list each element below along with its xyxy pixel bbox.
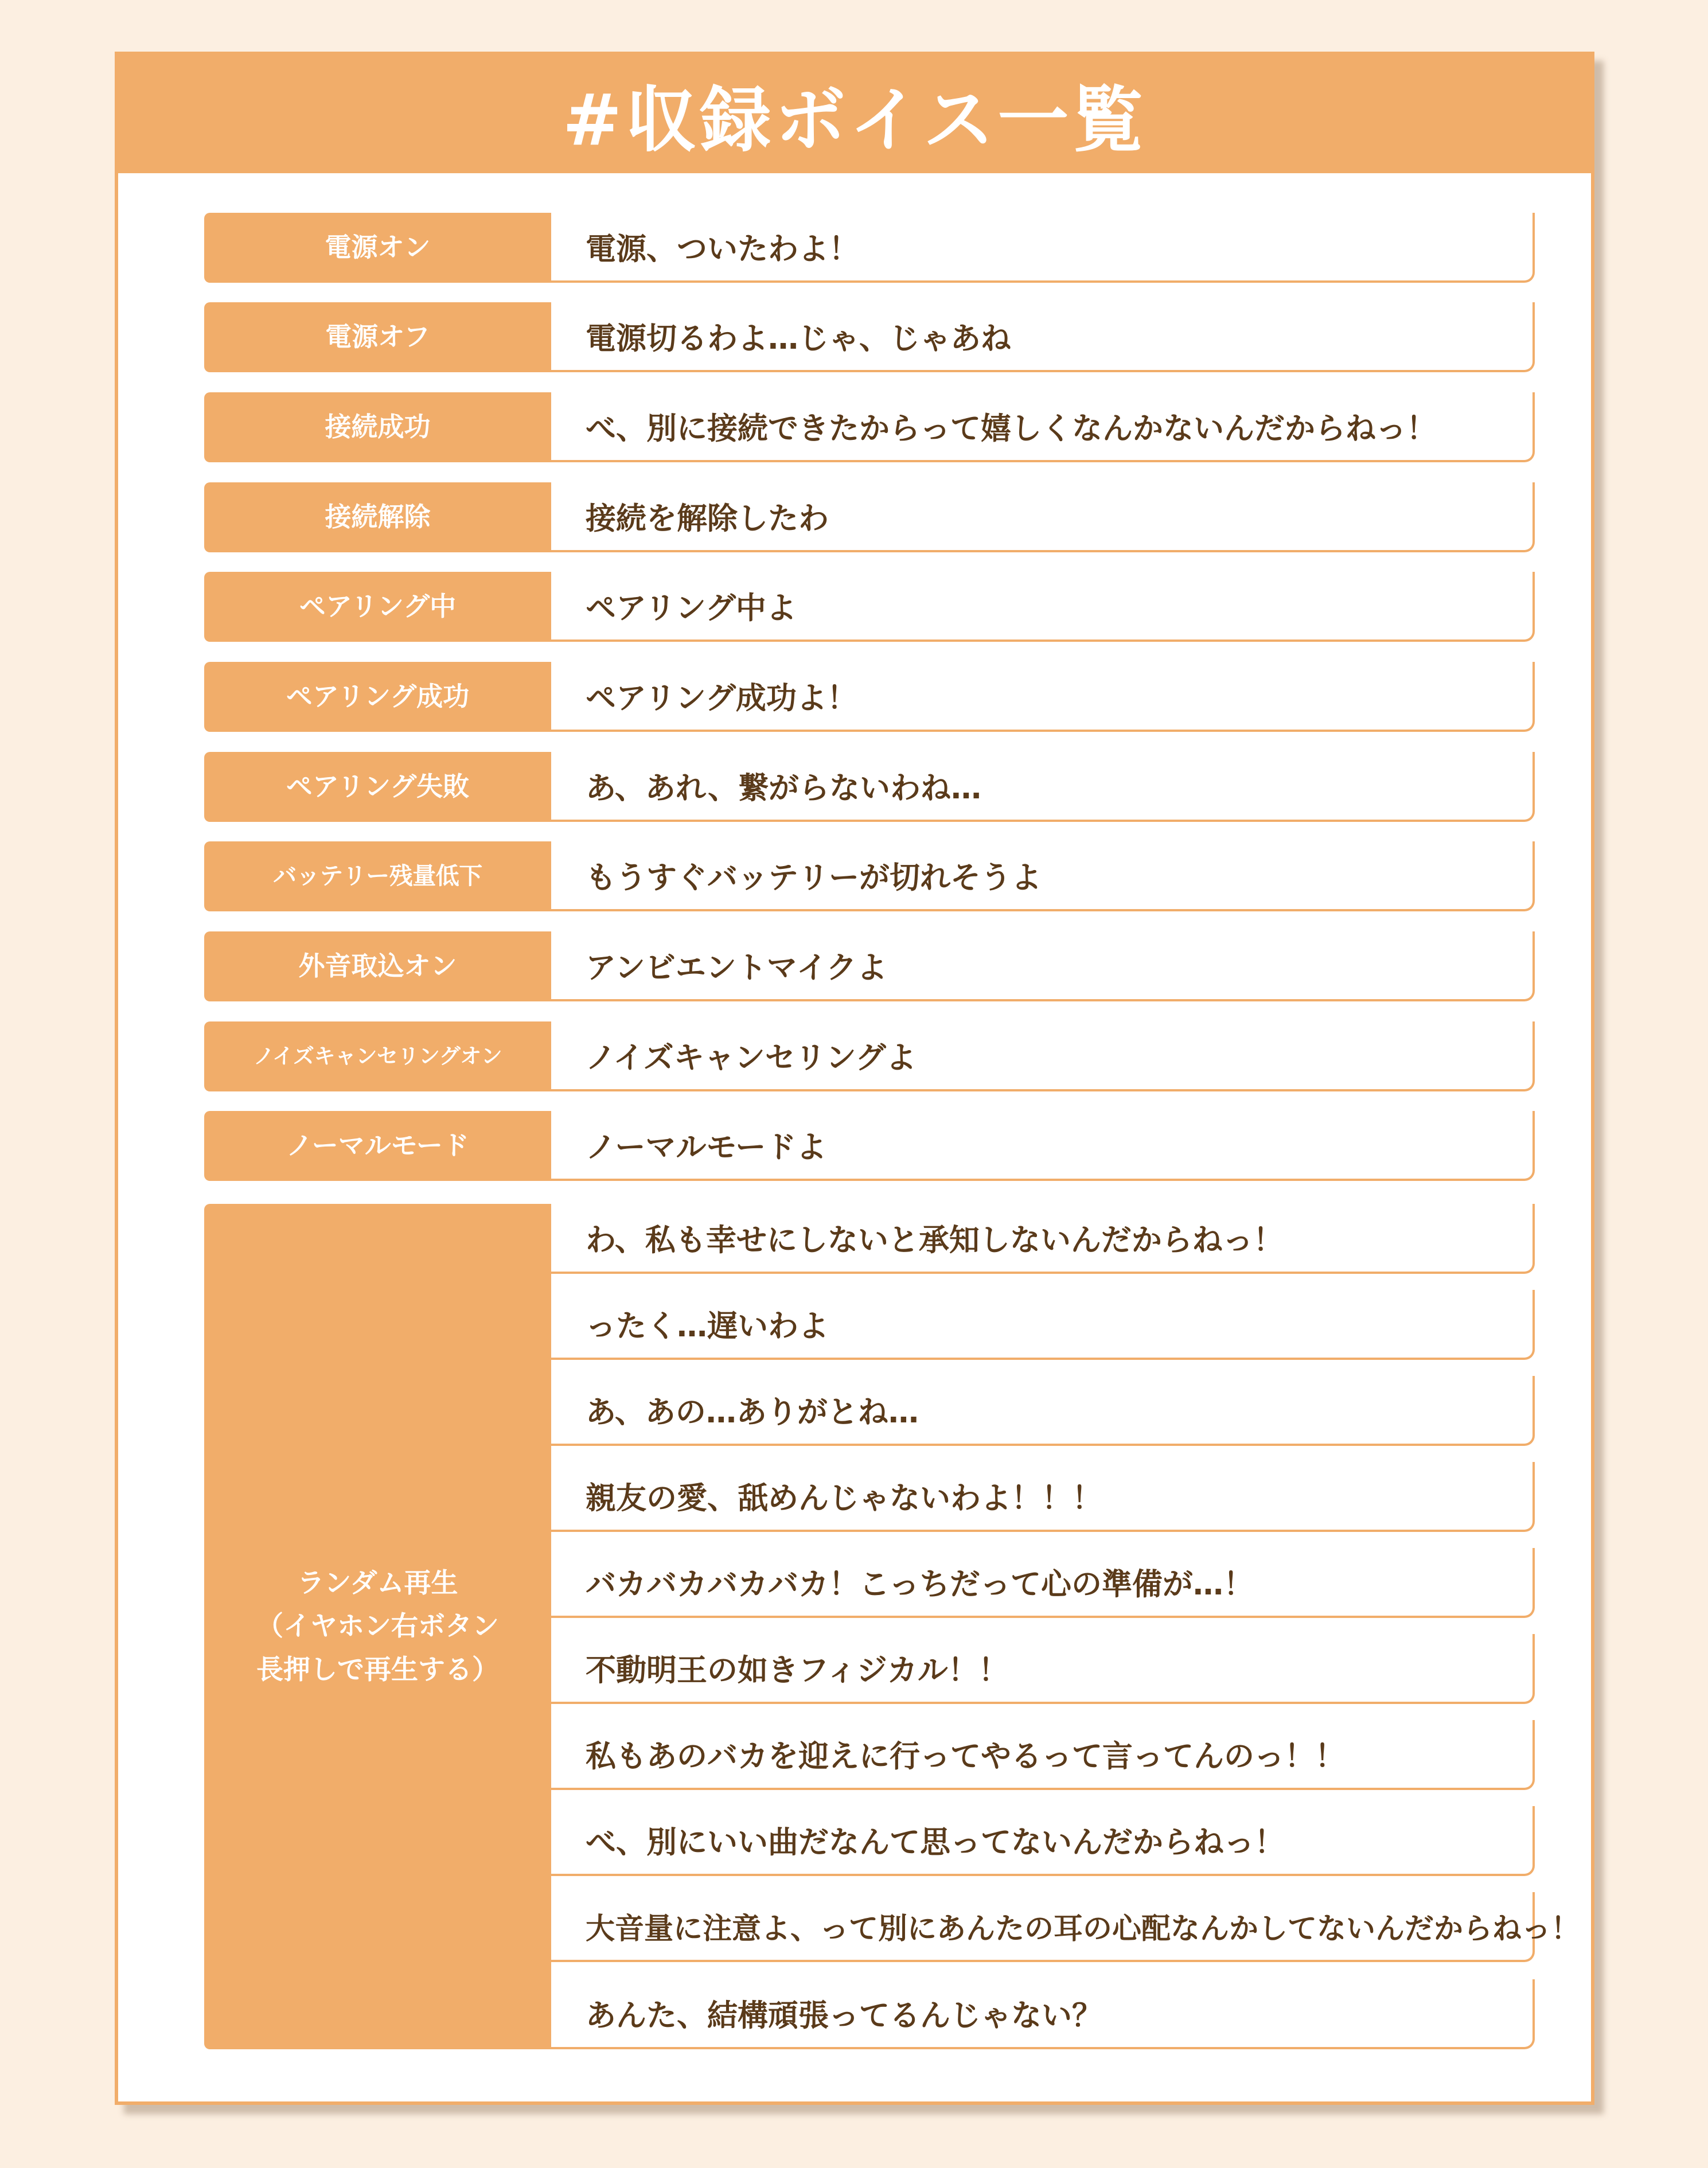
random-line: 親友の愛、舐めんじゃないわよ！！！ bbox=[551, 1462, 1535, 1532]
random-line: べ、別にいい曲だなんて思ってないんだからねっ！ bbox=[551, 1806, 1535, 1876]
random-line: バカバカバカバカ！こっちだって心の準備が…！ bbox=[551, 1548, 1535, 1618]
voice-row-pairing-failure bbox=[204, 752, 1535, 822]
voice-row-connect-success bbox=[204, 392, 1535, 462]
row-label: 接続解除 bbox=[204, 482, 551, 552]
row-label: 電源オフ bbox=[204, 302, 551, 372]
row-line: ノイズキャンセリングよ bbox=[551, 1021, 1535, 1091]
random-line: ったく…遅いわよ bbox=[551, 1290, 1535, 1360]
row-line: 電源、ついたわよ！ bbox=[551, 213, 1535, 283]
row-label: バッテリー残量低下 bbox=[204, 841, 551, 911]
row-line: ノーマルモードよ bbox=[551, 1111, 1535, 1181]
voice-row-noise-cancel-on bbox=[204, 1021, 1535, 1091]
random-line: あんた、結構頑張ってるんじゃない？ bbox=[551, 1979, 1535, 2049]
voice-row-power-on bbox=[204, 213, 1535, 283]
row-label: ノーマルモード bbox=[204, 1111, 551, 1181]
row-label: ペアリング成功 bbox=[204, 662, 551, 732]
row-line: もうすぐバッテリーが切れそうよ bbox=[551, 841, 1535, 911]
voice-row-power-off bbox=[204, 302, 1535, 372]
row-label: 外音取込オン bbox=[204, 931, 551, 1001]
row-label: ペアリング失敗 bbox=[204, 752, 551, 822]
row-line: 電源切るわよ…じゃ、じゃあね bbox=[551, 302, 1535, 372]
random-label-line3: 長押しで再生する） bbox=[256, 1654, 499, 1686]
row-line: ペアリング成功よ！ bbox=[551, 662, 1535, 732]
row-label: ノイズキャンセリングオン bbox=[204, 1021, 551, 1091]
row-label: 接続成功 bbox=[204, 392, 551, 462]
row-line: べ、別に接続できたからって嬉しくなんかないんだからねっ！ bbox=[551, 392, 1535, 462]
random-line: わ、私も幸せにしないと承知しないんだからねっ！ bbox=[551, 1204, 1535, 1274]
voice-row-disconnect bbox=[204, 482, 1535, 552]
row-label: ペアリング中 bbox=[204, 572, 551, 642]
row-line: 接続を解除したわ bbox=[551, 482, 1535, 552]
voice-row-normal-mode bbox=[204, 1111, 1535, 1181]
row-line: あ、あれ、繋がらないわね… bbox=[551, 752, 1535, 822]
row-line: ペアリング中よ bbox=[551, 572, 1535, 642]
random-label-line1: ランダム再生 bbox=[297, 1567, 458, 1600]
random-line: 大音量に注意よ、って別にあんたの耳の心配なんかしてないんだからねっ！ bbox=[551, 1892, 1535, 1962]
random-label-line2: （イヤホン右ボタン bbox=[256, 1611, 499, 1643]
card-header bbox=[118, 55, 1591, 173]
random-line: 不動明王の如きフィジカル！！ bbox=[551, 1634, 1535, 1704]
voice-row-ambient-on bbox=[204, 931, 1535, 1001]
page-title: #収録ボイス一覧 bbox=[562, 79, 1147, 162]
voice-row-pairing-success bbox=[204, 662, 1535, 732]
random-line: 私もあのバカを迎えに行ってやるって言ってんのっ！！ bbox=[551, 1720, 1535, 1790]
voice-row-battery-low bbox=[204, 841, 1535, 911]
row-line: アンビエントマイクよ bbox=[551, 931, 1535, 1001]
voice-row-pairing bbox=[204, 572, 1535, 642]
random-line: あ、あの…ありがとね… bbox=[551, 1376, 1535, 1446]
row-label: 電源オン bbox=[204, 213, 551, 283]
voice-list-card bbox=[115, 52, 1594, 2105]
random-playback-label bbox=[204, 1204, 551, 2049]
